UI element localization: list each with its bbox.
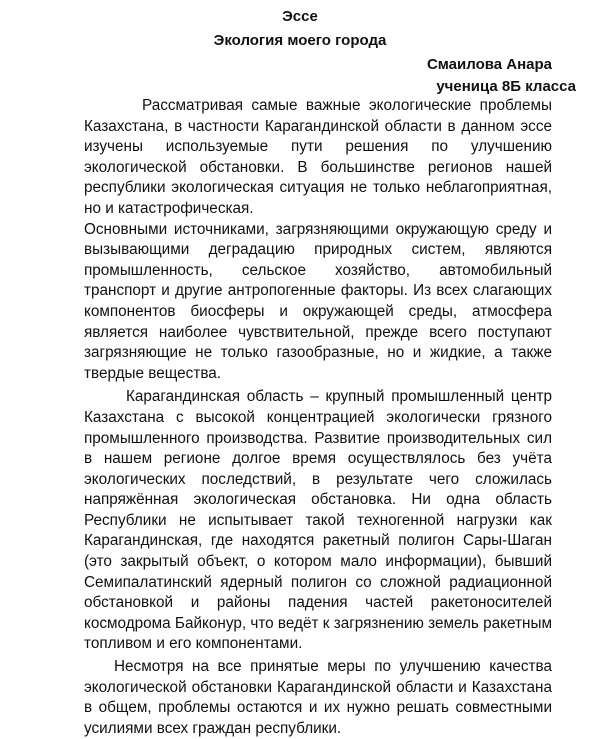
paragraph-sources: Основными источниками, загрязняющими окружающую среду и вызывающими деградацию природных систем, являются промышленность, сельское хозяйство, автомобильный транспорт и другие антропогенные факторы. Из всех слагающих компонентов биосферы и окружающей среды, атмосфера является наиболее чувствительной, прежде всего поступают загрязняющие не только газообразные, но и жидкие, а также твердые вещества.: [84, 220, 552, 382]
author-class: ученица 8Б класса: [436, 78, 576, 95]
paragraph-intro: Рассматривая самые важные экологические проблемы Казахстана, в частности Карагандинской области в данном эссе изучены используемые пути решения по улучшению экологической обстановки. В большинстве регионов нашей республики экологическая ситуация не только неблагоприятная, но и катастрофическая.: [84, 97, 552, 217]
author-name: Смаилова Анара: [426, 56, 552, 73]
paragraph-karaganda: Карагандинская область – крупный промышленный центр Казахстана с высокой концентрацией экологически грязного промышленного производства. Развитие производительных сил в нашем регионе долгое время осуществлялось без учёта экологических последствий, в результате чего сложилась напряжённая экологическая обстановка. Ни одна область Республики не испытывает такой техногенной нагрузки как Карагандинская, где находятся ракетный полигон Сары-Шаган (это закрытый объект, о котором мало информации), бывший Семипалатинский ядерный полигон со сложной радиационной обстановкой и районы падения частей ракетоносителей космодрома Байконур, что ведёт к загрязнению земель ракетным топливом и его компонентами.: [84, 388, 552, 653]
essay-body: [84, 96, 552, 739]
document-title: Экология моего города: [213, 32, 387, 49]
paragraph-conclusion: Несмотря на все принятые меры по улучшению качества экологической обстановки Карагандинской области и Казахстана в общем, проблемы остаются и их нужно решать совместными усилиями всех граждан республики.: [84, 658, 552, 737]
document-type-heading: Эссе: [282, 8, 318, 25]
